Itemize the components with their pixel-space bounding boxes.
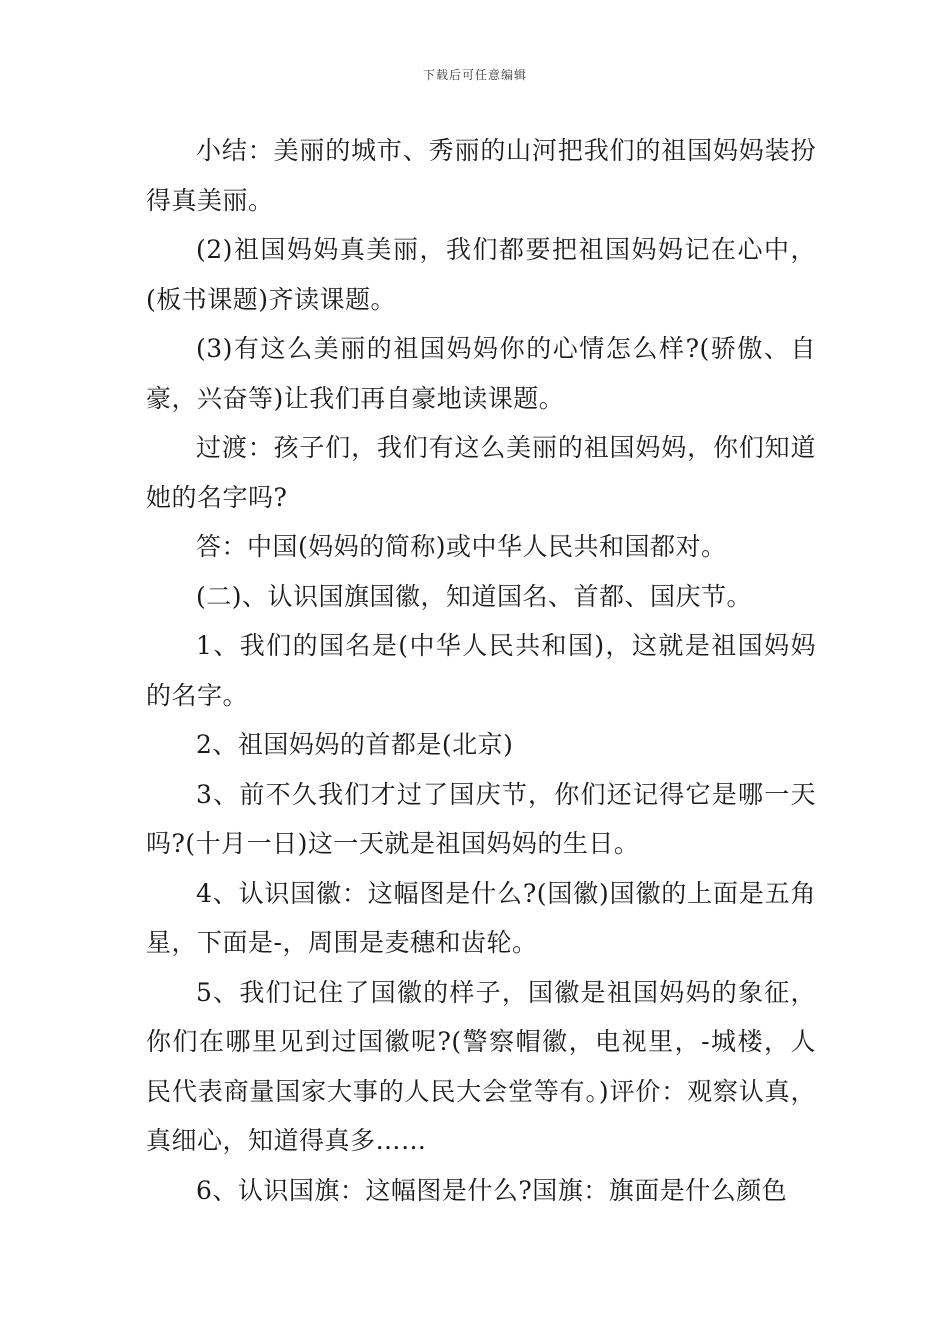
page-header: 下载后可任意编辑 [422,68,527,82]
list-item-3: 3、前不久我们才过了国庆节，你们还记得它是哪一天吗?(十月一日)这一天就是祖国妈妈的生日。 [146,779,816,858]
paragraph-step-3: (3)有这么美丽的祖国妈妈你的心情怎么样?(骄傲、自豪，兴奋等)让我们再自豪地读课题。 [146,334,816,413]
paragraph-step-2: (2)祖国妈妈真美丽，我们都要把祖国妈妈记在心中，(板书课题)齐读课题。 [146,235,816,314]
section-heading: (二)、认识国旗国徽，知道国名、首都、国庆节。 [196,581,753,611]
paragraph-transition: 过渡：孩子们，我们有这么美丽的祖国妈妈，你们知道她的名字吗? [146,433,816,512]
list-item-1: 1、我们的国名是(中华人民共和国)，这就是祖国妈妈的名字。 [146,631,816,710]
list-item-5: 5、我们记住了国徽的样子，国徽是祖国妈妈的象征，你们在哪里见到过国徽呢?(警察帽徽，电视里，-城楼，人民代表商量国家大事的人民大会堂等有。)评价：观察认真，真细心，知道得真多…… [146,977,816,1155]
list-item-6: 6、认识国旗：这幅图是什么?国旗：旗面是什么颜色 [196,1175,788,1205]
paragraph-answer: 答：中国(妈妈的简称)或中华人民共和国都对。 [196,532,727,561]
list-item-2: 2、祖国妈妈的首都是(北京) [196,730,514,759]
document-body [146,126,816,1215]
list-item-4: 4、认识国徽：这幅图是什么?(国徽)国徽的上面是五角星，下面是-，周围是麦穗和齿轮。 [146,878,816,957]
paragraph-summary: 小结：美丽的城市、秀丽的山河把我们的祖国妈妈装扮得真美丽。 [146,136,816,215]
